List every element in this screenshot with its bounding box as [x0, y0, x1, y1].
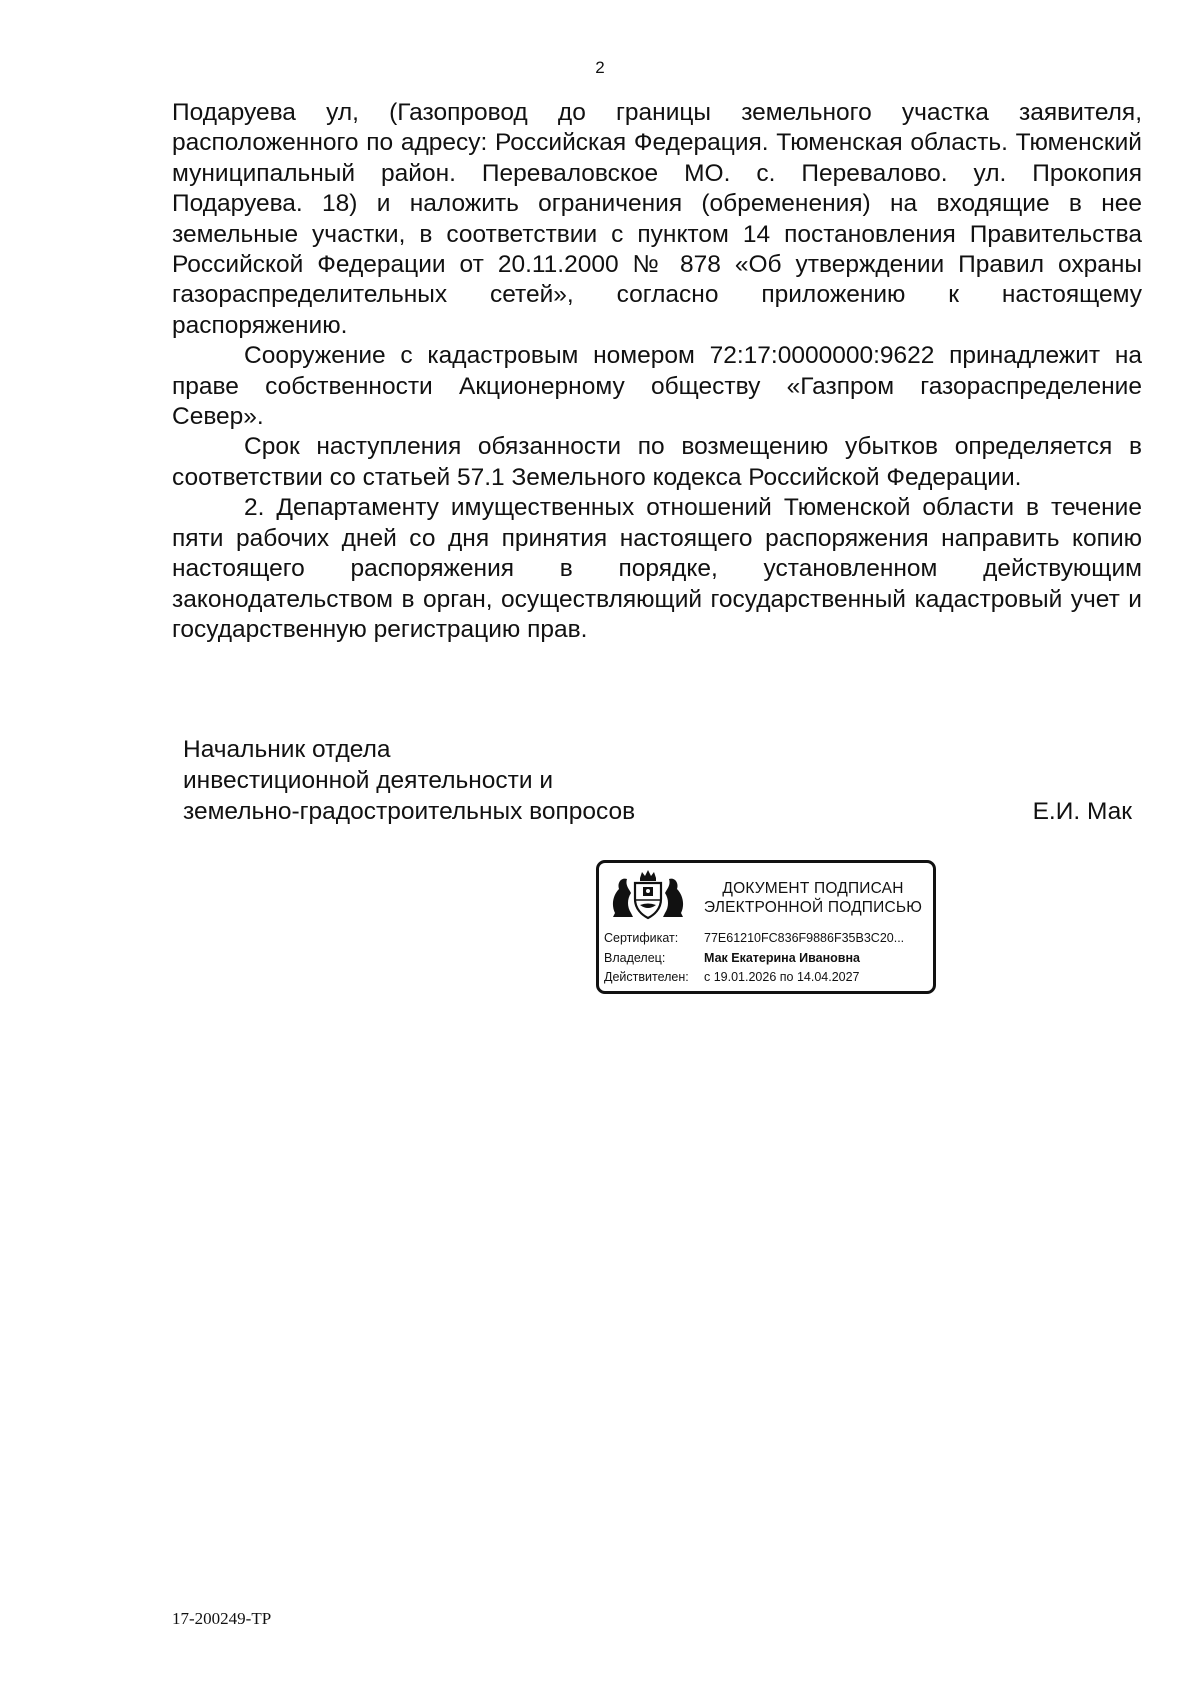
document-body [172, 98, 1142, 645]
validity-value: с 19.01.2026 по 14.04.2027 [704, 970, 860, 984]
stamp-header-line-1: ДОКУМЕНТ ПОДПИСАН [722, 880, 904, 897]
paragraph-continuation: Подаруева ул, (Газопровод до границы земельного участка заявителя, расположенного по адресу: Российская Федерация. Тюменская область. Тюменский муниципальный район. Переваловское МО. с. Перевалово. ул. Прокопия Подаруева. 18) и наложить ограничения (обременения) на входящие в нее земельные участки, в соответствии с пунктом 14 постановления Правительства Российской Федерации от 20.11.2000 № 878 «Об утверждении Правил охраны газораспределительных сетей», согласно приложению к настоящему распоряжению. [172, 99, 1142, 339]
signatory-position [183, 734, 635, 827]
electronic-signature-stamp [596, 860, 936, 994]
stamp-row-certificate [604, 929, 934, 949]
signatory-line-2: инвестиционной деятельности и [183, 767, 554, 794]
stamp-details [604, 929, 934, 988]
owner-label: Владелец: [604, 950, 666, 965]
page-number: 2 [595, 58, 605, 77]
paragraph-ownership: Сооружение с кадастровым номером 72:17:0000000:9622 принадлежит на праве собственности Акционерному обществу «Газпром газораспределение Север». [172, 342, 1142, 431]
validity-label: Действителен: [604, 970, 689, 984]
signatory-line-3: земельно-градостроительных вопросов [183, 798, 636, 825]
signer-name: Е.И. Мак [1032, 798, 1132, 825]
regional-coat-of-arms-icon [609, 869, 687, 921]
paragraph-compensation-term: Срок наступления обязанности по возмещению убытков определяется в соответствии со статьей 57.1 Земельного кодекса Российской Федерации. [172, 433, 1142, 491]
certificate-value: 77E61210FC836F9886F35B3C20... [704, 931, 905, 945]
stamp-row-owner [604, 949, 934, 969]
owner-value: Мак Екатерина Ивановна [704, 950, 860, 965]
certificate-label: Сертификат: [604, 931, 679, 945]
document-footer-code: 17-200249-ТР [172, 1609, 272, 1628]
signatory-line-1: Начальник отдела [183, 736, 391, 763]
stamp-header-line-2: ЭЛЕКТРОННОЙ ПОДПИСЬЮ [703, 899, 923, 916]
paragraph-item-2: 2. Департаменту имущественных отношений Тюменской области в течение пяти рабочих дней со дня принятия настоящего распоряжения направить копию настоящего распоряжения в порядке, установленном действующим законодательством в орган, осуществляющий государственный кадастровый учет и государственную регистрацию прав. [172, 494, 1142, 643]
stamp-row-validity [604, 968, 934, 988]
stamp-header [695, 879, 931, 917]
